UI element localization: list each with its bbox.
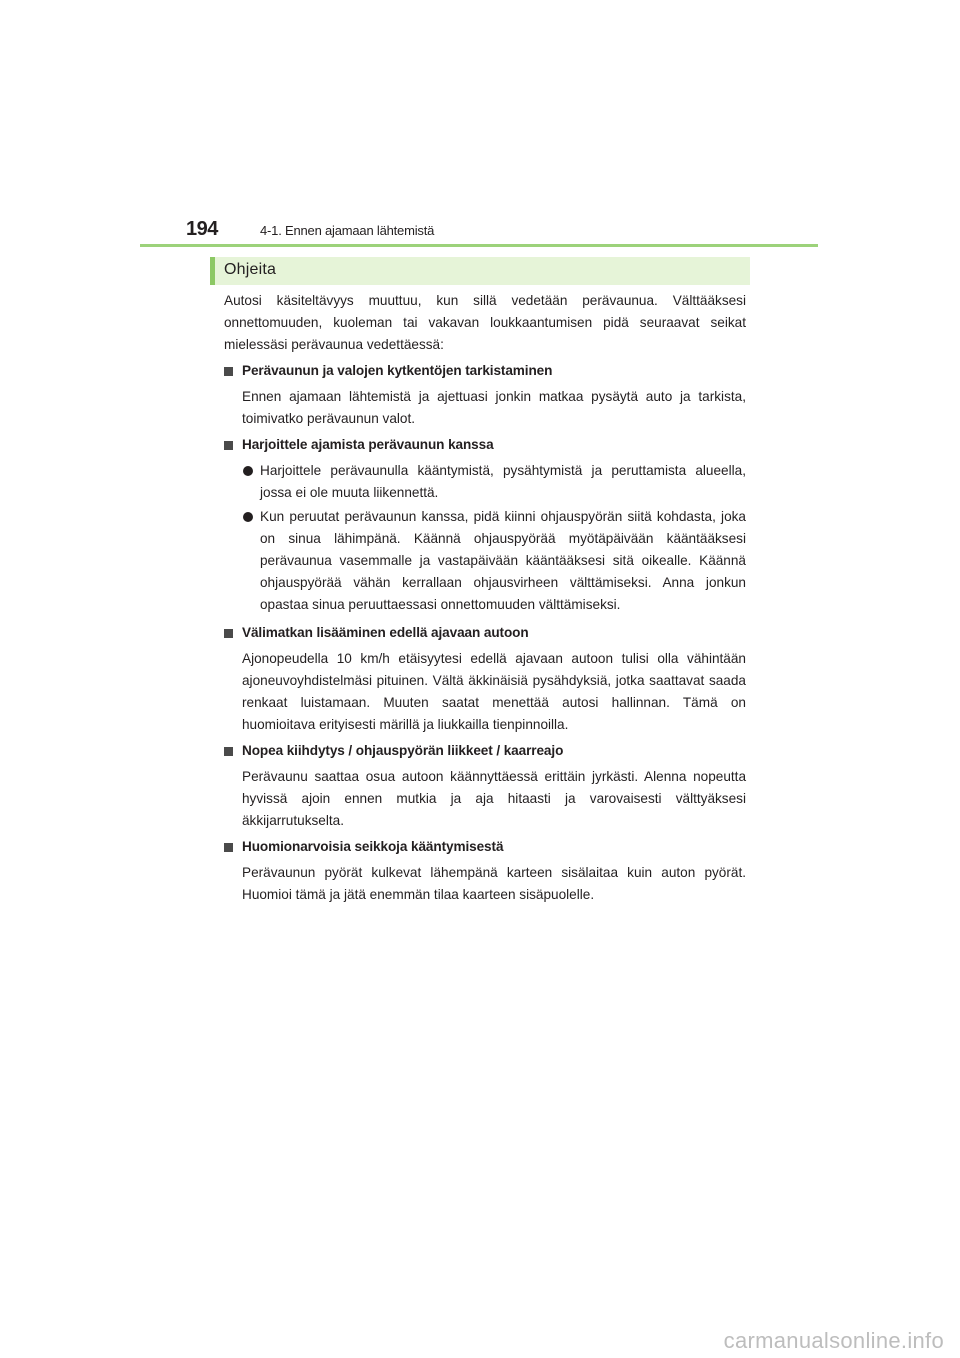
- section-title: 4-1. Ennen ajamaan lähtemistä: [260, 223, 435, 238]
- bullet-text: Harjoittele perävaunulla kääntymistä, pysähtymistä ja peruttamista alueella, jossa ei ole muuta liikennettä.: [260, 463, 746, 500]
- bullet-item: [224, 460, 746, 504]
- section-heading-text: Harjoittele ajamista perävaunun kanssa: [242, 437, 494, 452]
- watermark: carmanualsonline.info: [723, 1328, 944, 1353]
- section-heading-text: Perävaunun ja valojen kytkentöjen tarkistaminen: [242, 363, 553, 378]
- section-heading: [224, 360, 746, 382]
- page-header: [140, 212, 820, 246]
- section-heading: [224, 434, 746, 456]
- section-body: Ennen ajamaan lähtemistä ja ajettuasi jonkin matkaa pysäytä auto ja tarkista, toimivatko perävaunun valot.: [242, 389, 746, 426]
- section-body: Perävaunu saattaa osua autoon käännyttäessä erittäin jyrkästi. Alenna nopeutta hyvissä ajoin ennen mutkia ja aja hitaasti ja varovaisesti välttyäksesi äkkijarrutukselta.: [242, 769, 746, 828]
- square-bullet-icon: [224, 441, 233, 450]
- section-body: Perävaunun pyörät kulkevat lähempänä karteen sisälaitaa kuin auton pyörät. Huomioi tämä ja jätä enemmän tilaa kaarteen sisäpuolelle.: [242, 865, 746, 902]
- section-heading-text: Nopea kiihdytys / ohjauspyörän liikkeet / kaarreajo: [242, 743, 564, 758]
- section-turning: [224, 836, 746, 906]
- caution-title: Ohjeita: [224, 261, 277, 278]
- section-acceleration-steering: [224, 740, 746, 832]
- section-heading: [224, 622, 746, 644]
- square-bullet-icon: [224, 367, 233, 376]
- bullet-text: Kun peruutat perävaunun kanssa, pidä kiinni ohjauspyörän siitä kohdasta, joka on sinua lähimpänä. Käännä ohjauspyörää myötäpäivään kääntääksesi perävaunua vasemmalle ja vastapäivään kääntääksesi sitä oikealle. Käännä ohjauspyörää vähän kerrallaan ohjausvirheen välttämiseksi. Anna jonkun opastaa sinua peruuttaessasi onnettomuuden välttämiseksi.: [260, 509, 746, 612]
- caution-content: [224, 290, 746, 910]
- section-heading-text: Välimatkan lisääminen edellä ajavaan autoon: [242, 625, 529, 640]
- square-bullet-icon: [224, 629, 233, 638]
- intro-paragraph: Autosi käsiteltävyys muuttuu, kun sillä vedetään perävaunua. Välttääksesi onnettomuuden, kuoleman tai vakavan loukkaantumisen pidä seuraavat seikat mielessäsi perävaunua vedettäessä:: [224, 293, 746, 352]
- section-heading: [224, 740, 746, 762]
- section-practice-driving: [224, 434, 746, 616]
- page-number: 194: [186, 218, 218, 240]
- section-following-distance: [224, 622, 746, 736]
- bullet-item: [224, 506, 746, 616]
- caution-box: [210, 257, 750, 285]
- square-bullet-icon: [224, 747, 233, 756]
- section-heading-text: Huomionarvoisia seikkoja kääntymisestä: [242, 839, 504, 854]
- round-bullet-icon: [243, 512, 253, 522]
- section-trailer-lights: [224, 360, 746, 430]
- section-heading: [224, 836, 746, 858]
- round-bullet-icon: [243, 466, 253, 476]
- section-body: Ajonopeudella 10 km/h etäisyytesi edellä ajavaan autoon tulisi olla vähintään ajoneuvoyhdistelmäsi pituinen. Vältä äkkinäisiä pysähdyksiä, jotka saattavat saada renkaat luistamaan. Muuten saatat menettää autosi hallinnan. Tämä on huomioitava erityisesti märillä ja liukkailla tienpinnoilla.: [242, 651, 746, 732]
- square-bullet-icon: [224, 843, 233, 852]
- header-divider: [140, 244, 818, 247]
